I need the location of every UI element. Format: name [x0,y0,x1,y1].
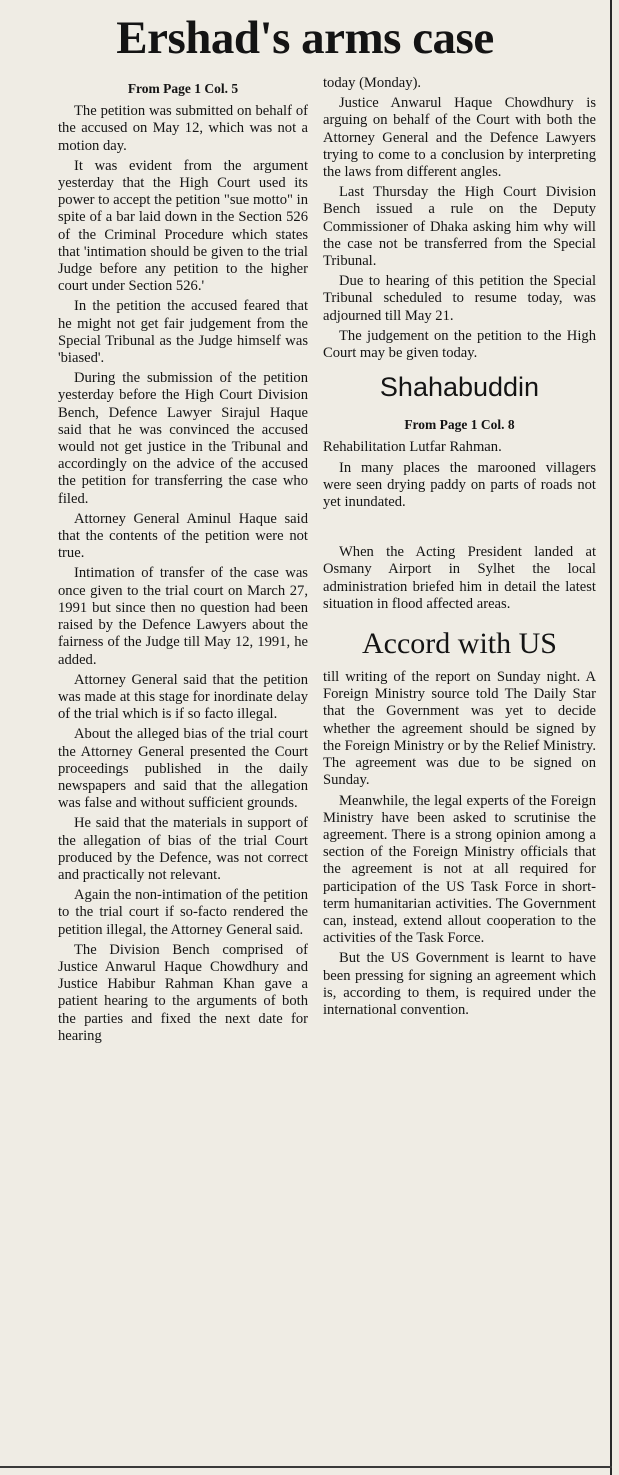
column-rule [610,0,612,1475]
continuation-line: today (Monday). [323,75,422,91]
paragraph: In the petition the accused feared that he might not get fair judgement from the Special Tribunal as the Judge himself was 'biased'. [58,298,308,367]
paragraph: Again the non-intimation of the petition to the trial court if so-facto rendered the petition illegal, the Attorney General said. [58,887,308,938]
paragraph: Meanwhile, the legal experts of the Foreign Ministry have been asked to scrutinise the agreement. There is a strong opinion among a section of the Foreign Ministry officials that the agreement is not at all required for participation of the US Task Force in short-term humanitarian activities. The Government can, instead, extend allout cooperation to the activities of the Task Force. [323,792,596,947]
bottom-rule [0,1466,612,1468]
paragraph: Attorney General said that the petition was made at this stage for inordinate delay of the trial which is if so facto illegal. [58,671,308,723]
paragraph: Last Thursday the High Court Division Bench issued a rule on the Deputy Commissioner of Dhaka asking him why will the case not be transferred from the Special Tribunal. [323,184,596,270]
subheadline-shahabuddin: Shahabuddin [379,372,540,403]
paragraph: Rehabilitation Lutfar Rahman. [323,439,502,456]
headline: Ershad's arms case [116,12,494,64]
subheadline-accord: Accord with US [362,627,557,661]
paragraph: The petition was submitted on behalf of the accused on May 12, which was not a motion day. [58,103,308,154]
paragraph: About the alleged bias of the trial court the Attorney General presented the Court proceedings published in the daily newspapers and said that the allegation was false and without sufficient grounds. [58,726,308,812]
paragraph: Justice Anwarul Haque Chowdhury is arguing on behalf of the Court with both the Attorney General and the Defence Lawyers trying to come to a conclusion by interpreting the laws from different angles. [323,95,596,181]
paragraph: In many places the marooned villagers were seen drying paddy on parts of roads not yet inundated. [323,459,596,511]
paragraph: The Division Bench comprised of Justice Anwarul Haque Chowdhury and Justice Habibur Rahman Khan gave a patient hearing to the arguments of both the parties and fixed the next date for hearing [58,941,308,1044]
spacer [323,514,596,544]
jump-line: From Page 1 Col. 5 [127,81,239,96]
paragraph: It was evident from the argument yesterday that the High Court used its power to accept the petition "sue motto" in spite of a bar laid down in the Section 526 of the Criminal Procedure which states that 'intimation should be given to the trial Judge before any petition to the higher court under Section 526.' [58,157,308,295]
paragraph: When the Acting President landed at Osmany Airport in Sylhet the local administration briefed him in detail the latest situation in flood affected areas. [323,544,596,612]
paragraph: The judgement on the petition to the High Court may be given today. [323,327,596,362]
paragraph: During the submission of the petition yesterday before the High Court Division Bench, Defence Lawyer Sirajul Haque said that he was convinced the accused would not get justice in the Tribunal and accordingly on the advice of the accused the petition for transferring the case who filed. [58,370,308,507]
paragraph: He said that the materials in support of the allegation of bias of the trial Court produced by the Defence, was not correct and practically not relevant. [58,815,308,883]
paragraph: Attorney General Aminul Haque said that the contents of the petition were not true. [58,510,308,562]
left-column [58,80,308,1048]
paragraph: till writing of the report on Sunday night. A Foreign Ministry source told The Daily Star that the Government was yet to decide whether the agreement should be signed by the Foreign Ministry or by the Relief Ministry. The agreement was due to be signed on Sunday. [323,669,596,789]
paragraph: Due to hearing of this petition the Special Tribunal scheduled to resume today, was adjourned till May 21. [323,273,596,324]
paragraph: Intimation of transfer of the case was once given to the trial court on March 27, 1991 but since then no question had been raised by the Defence Lawyers about the fairness of the Judge till May 12, 1991, he added. [58,565,308,668]
right-column [323,75,596,1022]
paragraph: But the US Government is learnt to have been pressing for signing an agreement which is, according to them, is required under the international convention. [323,950,596,1018]
jump-line: From Page 1 Col. 8 [404,417,515,433]
